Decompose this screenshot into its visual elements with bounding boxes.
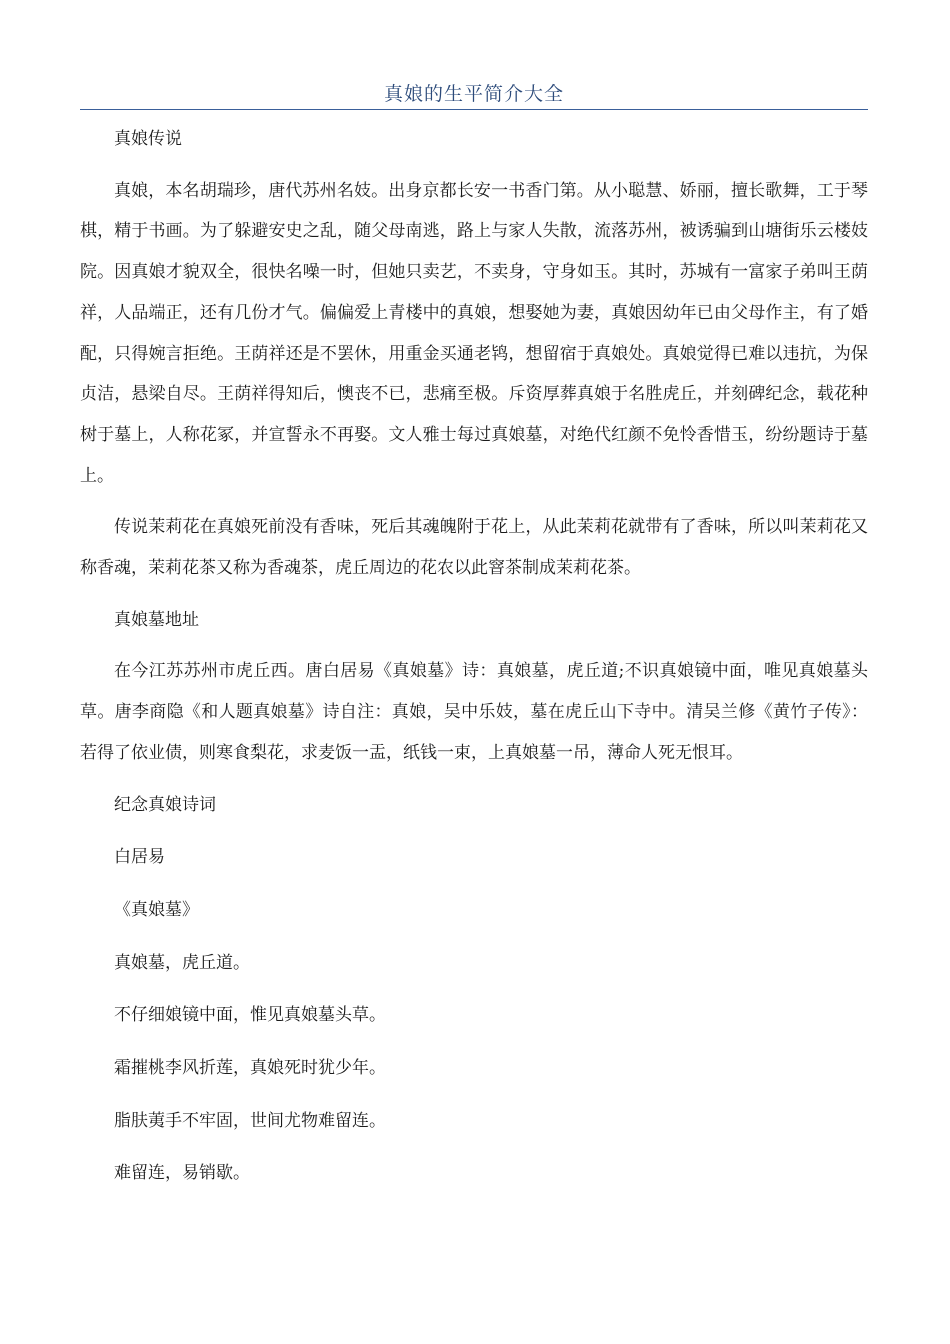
paragraph-biography: 真娘，本名胡瑞珍，唐代苏州名妓。出身京都长安一书香门第。从小聪慧、娇丽，擅长歌舞，工于琴棋，精于书画。为了躲避安史之乱，随父母南逃，路上与家人失散，流落苏州，被诱骗到山塘街乐云楼妓院。因真娘才貌双全，很快名噪一时，但她只卖艺，不卖身，守身如玉。其时，苏城有一富家子弟叫王荫祥，人品端正，还有几份才气。偏偏爱上青楼中的真娘，想娶她为妻，真娘因幼年已由父母作主，有了婚配，只得婉言拒绝。王荫祥还是不罢休，用重金买通老鸨，想留宿于真娘处。真娘觉得已难以违抗，为保贞洁，悬梁自尽。王荫祥得知后，懊丧不已，悲痛至极。斥资厚葬真娘于名胜虎丘，并刻碑纪念，载花种树于墓上，人称花冢，并宣誓永不再娶。文人雅士每过真娘墓，对绝代红颜不免怜香惜玉，纷纷题诗于墓上。 [80,180,868,486]
poem-line: 难留连，易销歇。 [114,1163,250,1184]
poem-line: 脂肤荑手不牢固，世间尤物难留连。 [114,1110,386,1131]
poem-author: 白居易 [114,847,165,868]
poem-line: 不仔细娘镜中面，惟见真娘墓头草。 [114,1005,386,1026]
title-underline [80,109,868,110]
section-heading-legend: 真娘传说 [114,129,182,149]
section-heading-tomb-address: 真娘墓地址 [114,609,199,630]
poem-line: 真娘墓，虎丘道。 [114,952,250,973]
paragraph-tomb-address: 在今江苏苏州市虎丘西。唐白居易《真娘墓》诗：真娘墓，虎丘道;不识真娘镜中面，唯见真娘墓头草。唐李商隐《和人题真娘墓》诗自注：真娘，吴中乐妓，墓在虎丘山下寺中。清吴兰修《黄竹子传》：若得了依业债，则寒食梨花，求麦饭一盂，纸钱一束，上真娘墓一吊，薄命人死无恨耳。 [80,661,868,763]
section-heading-poems: 纪念真娘诗词 [114,794,216,815]
poem-title: 《真娘墓》 [114,899,199,920]
poem-line: 霜摧桃李风折莲，真娘死时犹少年。 [114,1058,386,1079]
document-title: 真娘的生平简介大全 [383,83,564,105]
document-body [80,119,868,1206]
paragraph-jasmine-legend: 传说茉莉花在真娘死前没有香味，死后其魂魄附于花上，从此茉莉花就带有了香味，所以叫茉莉花又称香魂，茉莉花茶又称为香魂茶，虎丘周边的花农以此窨茶制成茉莉花茶。 [80,517,868,579]
